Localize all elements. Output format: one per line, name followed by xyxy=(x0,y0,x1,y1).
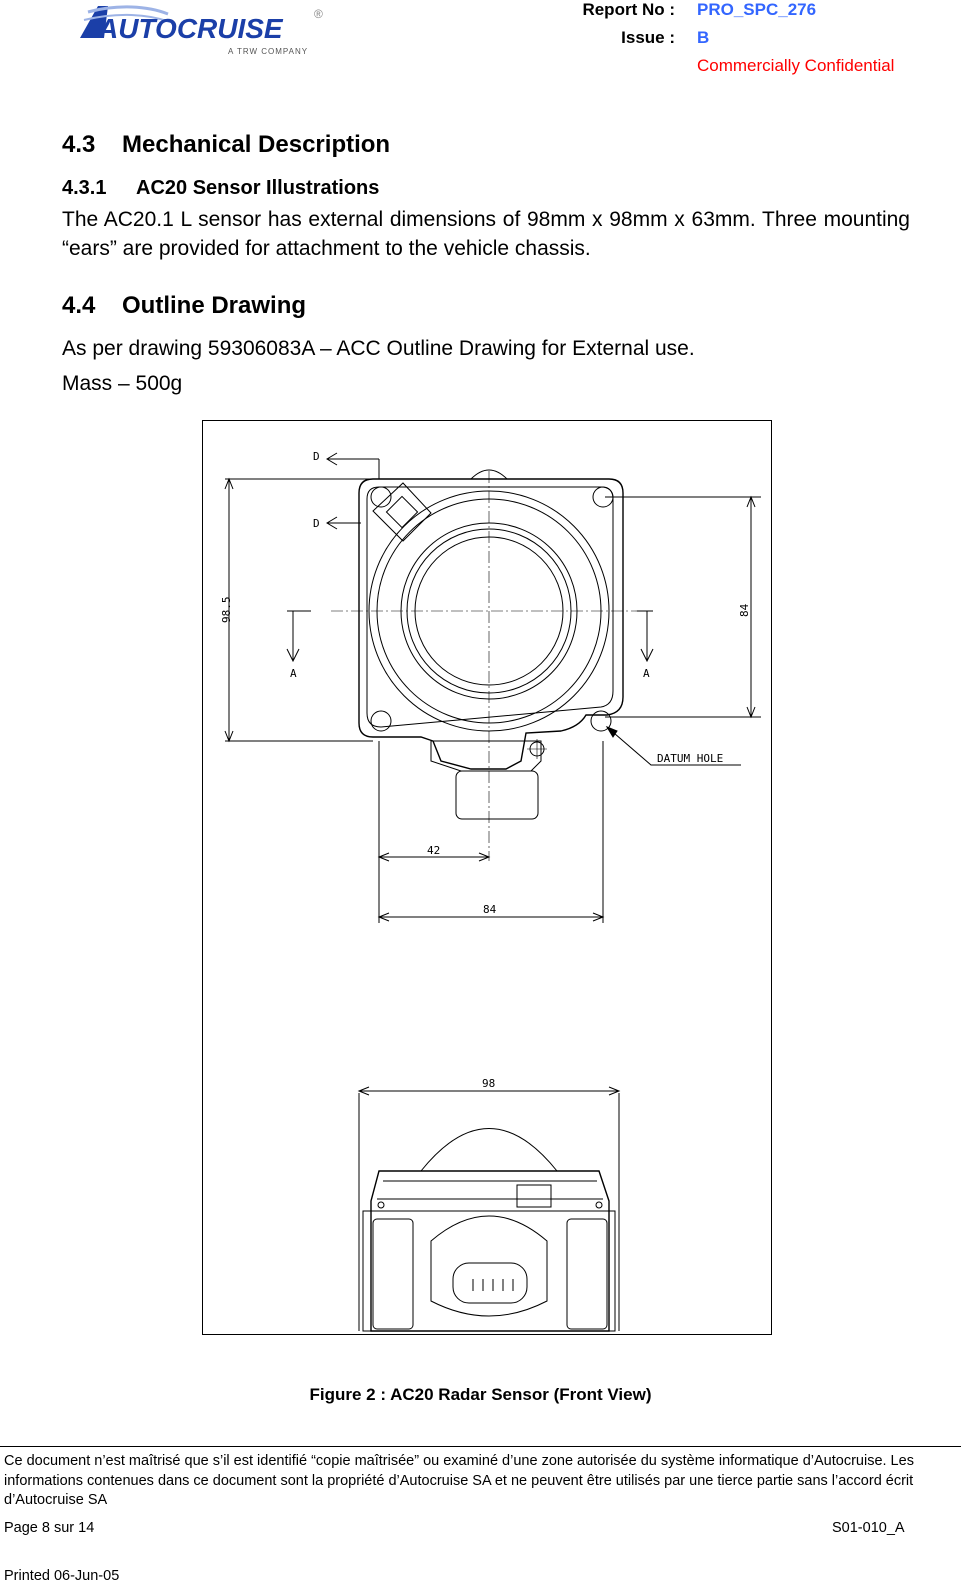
report-number-label: Report No : xyxy=(582,0,675,19)
footer-disclaimer: Ce document n’est maîtrisé que s’il est identifié “copie maîtrisée” ou examiné d’une zone autorisée du système informatique d’Autocruise. Les informations contenues dans ce document sont la propriété d’Autocruise SA et ne peuvent être utilisés par une tierce partie sans l’accord écrit d’Autocruise SA xyxy=(4,1453,914,1508)
section-4-3-1-heading xyxy=(62,177,379,200)
section-d-label-mid: D xyxy=(313,517,320,530)
section-a-label-right: A xyxy=(643,667,650,680)
dim-half-label: 42 xyxy=(427,844,441,857)
mass-line: Mass – 500g xyxy=(62,372,183,395)
report-number-value: PRO_SPC_276 xyxy=(697,0,817,19)
issue-value: B xyxy=(697,28,710,47)
logo-tagline: A TRW COMPANY xyxy=(228,47,309,56)
logo-registered-mark: ® xyxy=(314,7,323,21)
subsection-title: AC20 Sensor Illustrations xyxy=(136,177,380,199)
sensor-drawing xyxy=(203,421,771,1334)
section-4-4-heading xyxy=(62,292,306,320)
subsection-number: 4.3.1 xyxy=(62,177,107,199)
dim-height-label: 98.5 xyxy=(220,596,233,623)
issue-label: Issue : xyxy=(621,28,675,47)
front-view-drawing xyxy=(225,453,761,923)
section-title: Outline Drawing xyxy=(122,292,307,319)
section-number: 4.3 xyxy=(62,131,96,158)
outline-drawing-figure xyxy=(202,420,772,1335)
datum-hole-label: DATUM HOLE xyxy=(657,752,724,765)
sensor-dimensions-paragraph: The AC20.1 L sensor has external dimensions of 98mm x 98mm x 63mm. Three mounting “ears” are provided for attachment to the vehicle chassis. xyxy=(62,208,910,260)
side-view-drawing xyxy=(359,1087,619,1331)
logo-wordmark: AUTOCRUISE xyxy=(98,13,283,44)
dim-right-label: 84 xyxy=(738,603,751,617)
figure-caption: Figure 2 : AC20 Radar Sensor (Front View) xyxy=(309,1385,652,1404)
footer-divider xyxy=(0,1446,961,1447)
confidentiality-notice: Commercially Confidential xyxy=(697,56,895,75)
dim-width-label: 84 xyxy=(483,903,497,916)
company-logo xyxy=(78,2,328,62)
autocruise-logo-graphic xyxy=(78,2,328,62)
section-title: Mechanical Description xyxy=(122,131,391,158)
printed-date: Printed 06-Jun-05 xyxy=(4,1568,120,1584)
drawing-reference-line: As per drawing 59306083A – ACC Outline Drawing for External use. xyxy=(62,337,695,360)
section-number: 4.4 xyxy=(62,292,96,319)
document-code: S01-010_A xyxy=(832,1520,905,1536)
section-d-label-top: D xyxy=(313,450,320,463)
dim-bottom-label: 98 xyxy=(482,1077,496,1090)
page-number: Page 8 sur 14 xyxy=(4,1520,95,1536)
section-4-3-heading xyxy=(62,131,390,159)
section-a-label-left: A xyxy=(290,667,297,680)
